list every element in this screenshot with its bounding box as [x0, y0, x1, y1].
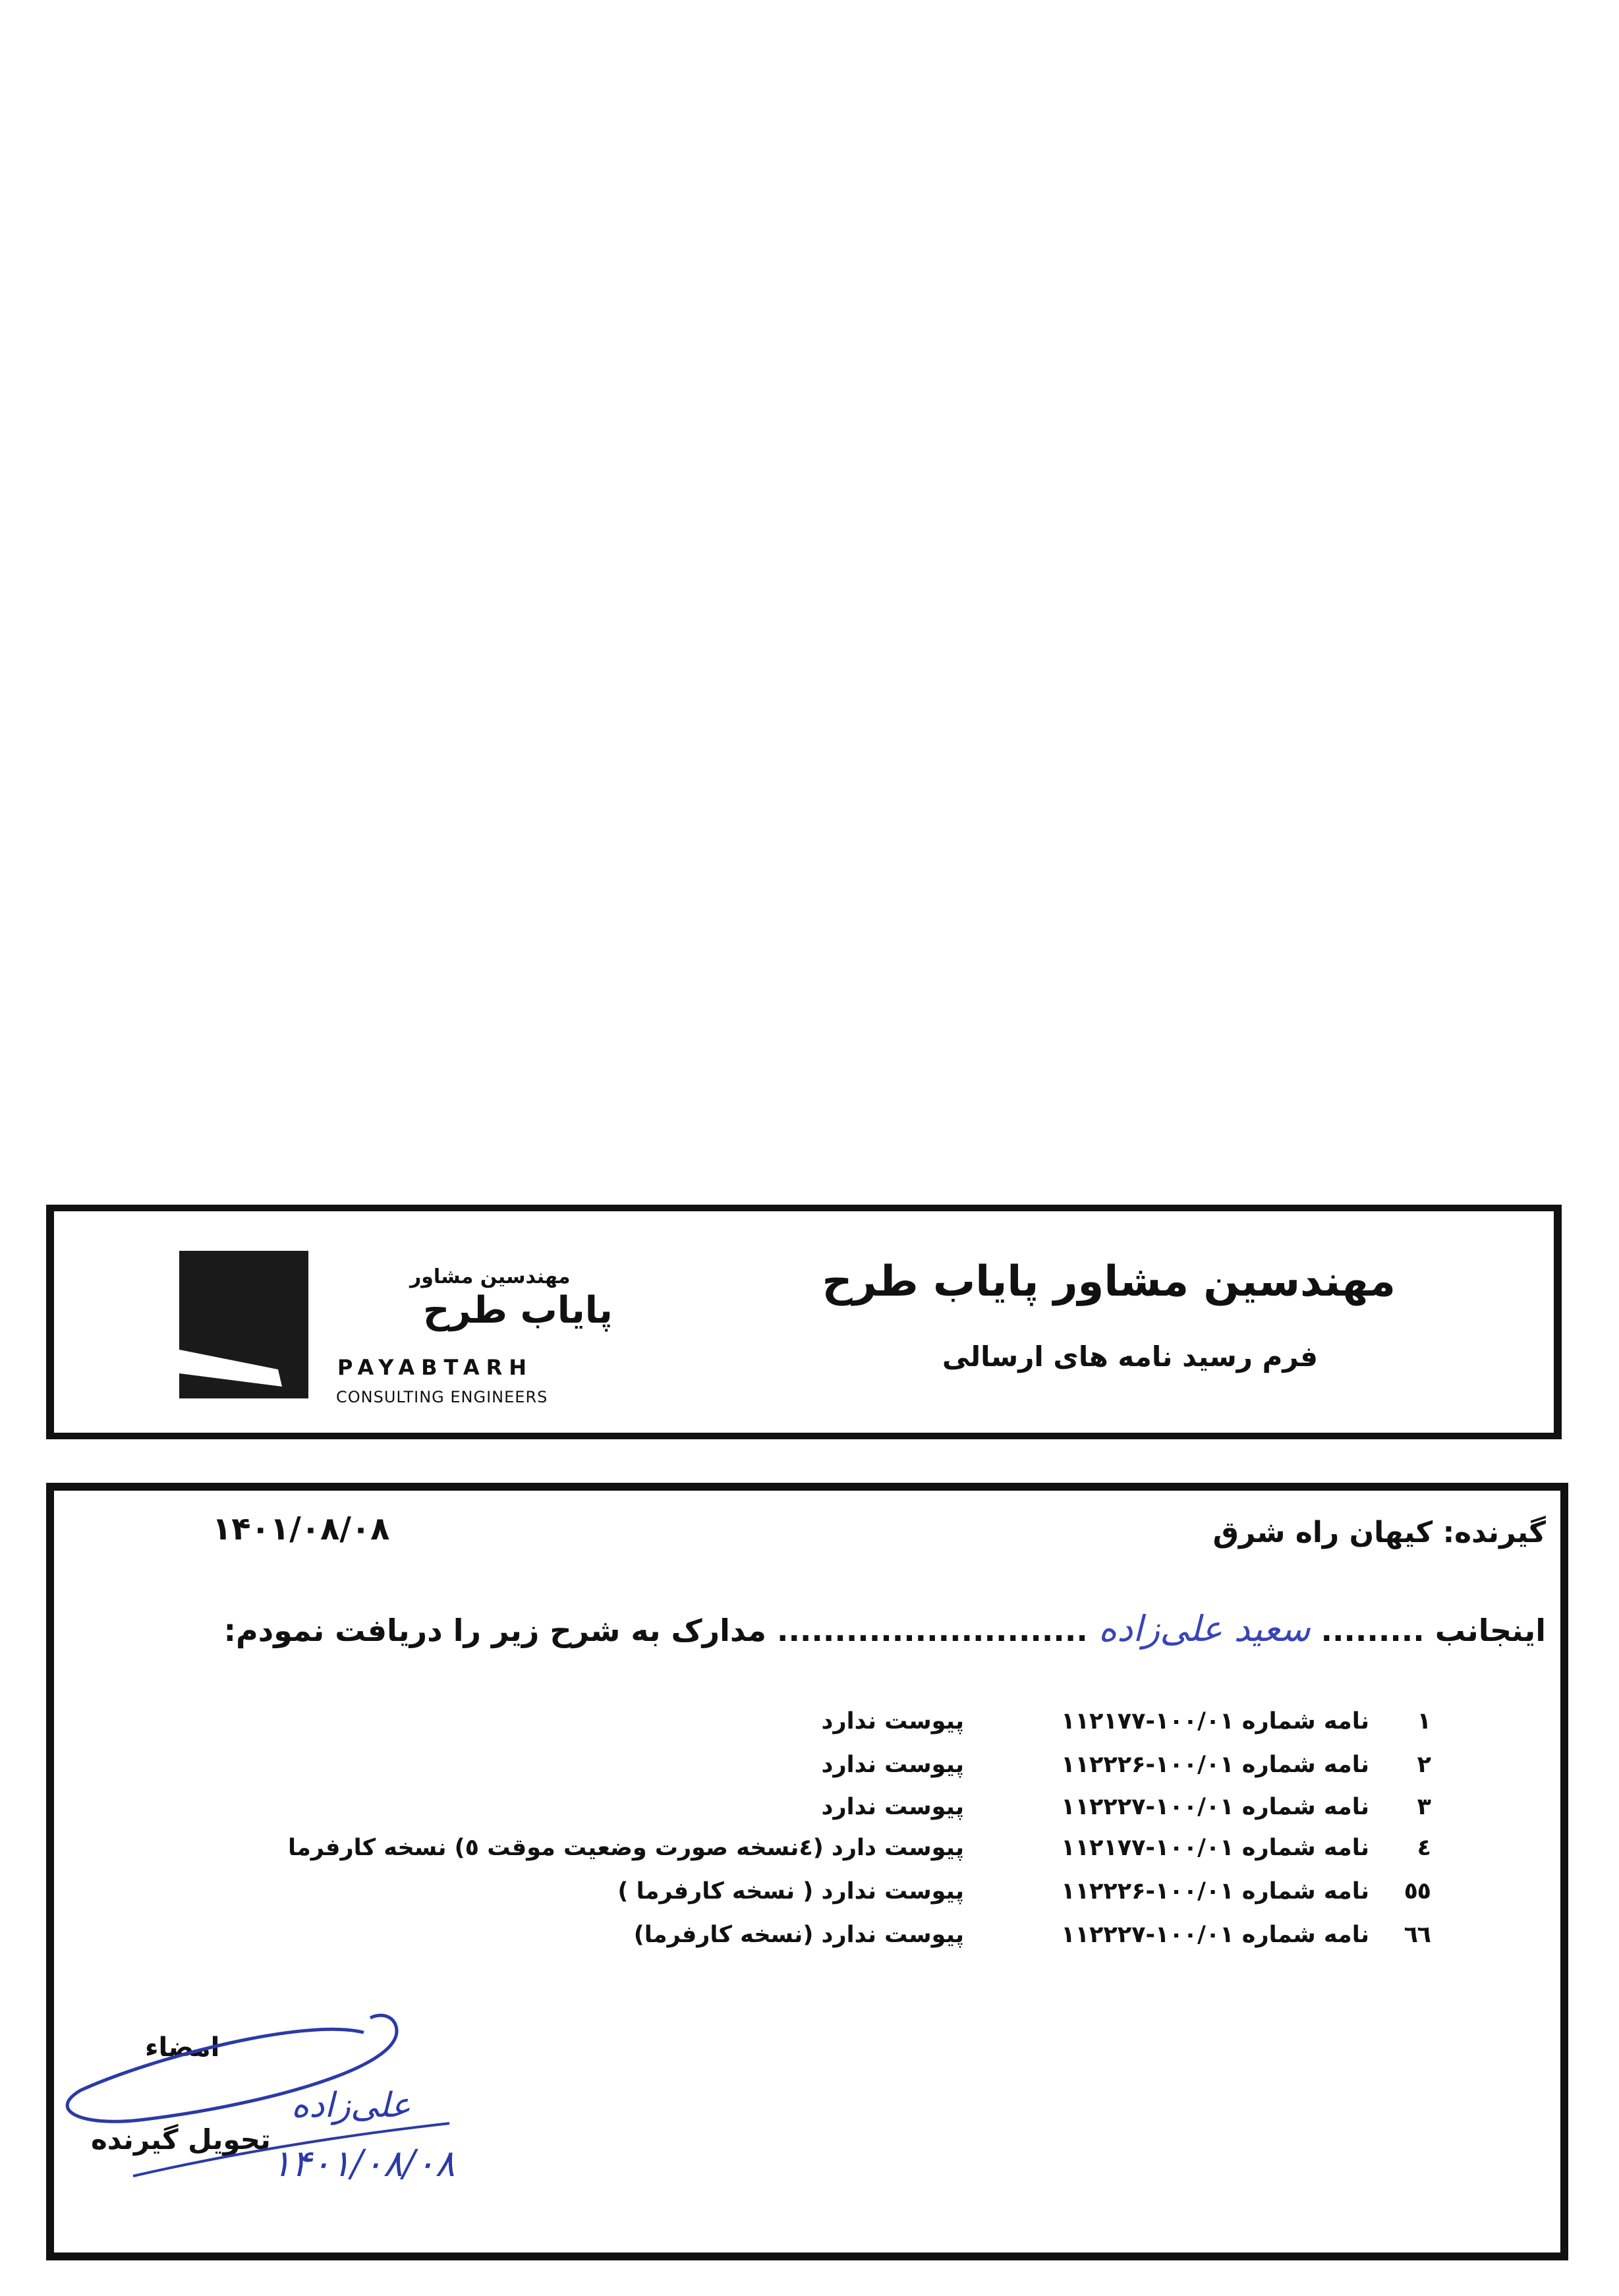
svg-text:علی‌زاده: علی‌زاده — [291, 2086, 411, 2125]
delivery-label: تحویل گیرنده — [91, 2123, 271, 2156]
letterhead — [46, 1205, 1562, 1439]
company-title: مهندسین مشاور پایاب طرح — [822, 1257, 1396, 1306]
list-item: ۱ نامه شماره ۱۰۰/۰۱-۱۱۲۱۷۷ پیوست ندارد — [821, 1708, 1431, 1735]
logo-english-subtitle: CONSULTING ENGINEERS — [336, 1388, 548, 1406]
logo-text-small: مهندسین مشاور — [410, 1265, 571, 1288]
list-item: ۲ نامه شماره ۱۰۰/۰۱-۱۱۲۲۲۶ پیوست ندارد — [821, 1752, 1431, 1778]
recipient-line: گیرنده: کیهان راه شرق — [1212, 1516, 1546, 1549]
logo-english-name: PAYABTARH — [337, 1355, 534, 1380]
form-title: فرم رسید نامه های ارسالی — [942, 1340, 1318, 1373]
list-item: ۳ نامه شماره ۱۰۰/۰۱-۱۱۲۲۲۷ پیوست ندارد — [821, 1794, 1431, 1820]
receipt-body — [46, 1483, 1568, 2260]
acknowledgement-line: اینجانب ......... سعید علی‌زاده ........................... مدارک به شرح زیر را دریافت نمودم: — [223, 1608, 1546, 1650]
svg-text:۱۴۰۱/۰۸/۰۸: ۱۴۰۱/۰۸/۰۸ — [271, 2142, 455, 2185]
payabtarh-logo-icon — [179, 1251, 308, 1398]
ack-suffix: مدارک به شرح زیر را دریافت نمودم: — [223, 1613, 766, 1648]
list-item: ٥ ٥ نامه شماره ۱۰۰/۰۱-۱۱۲۲۲۶ پیوست ندارد ( نسخه کارفرما ) — [617, 1878, 1431, 1905]
handwritten-name: سعید علی‌زاده — [1098, 1608, 1311, 1650]
signature-label: امضاء — [145, 2032, 220, 2063]
handwritten-signature — [54, 1491, 1560, 2253]
logo-text-large: پایاب طرح — [423, 1289, 613, 1332]
date: ۱۴۰۱/۰۸/۰۸ — [212, 1510, 390, 1547]
list-item: ٦ ٦ نامه شماره ۱۰۰/۰۱-۱۱۲۲۲۷ پیوست ندارد (نسخه کارفرما) — [633, 1922, 1431, 1948]
list-item: ٤ نامه شماره ۱۰۰/۰۱-۱۱۲۱۷۷ پیوست دارد (٤نسخه صورت وضعیت موقت ٥) نسخه کارفرما — [287, 1835, 1431, 1861]
ack-prefix: اینجانب — [1434, 1613, 1546, 1648]
